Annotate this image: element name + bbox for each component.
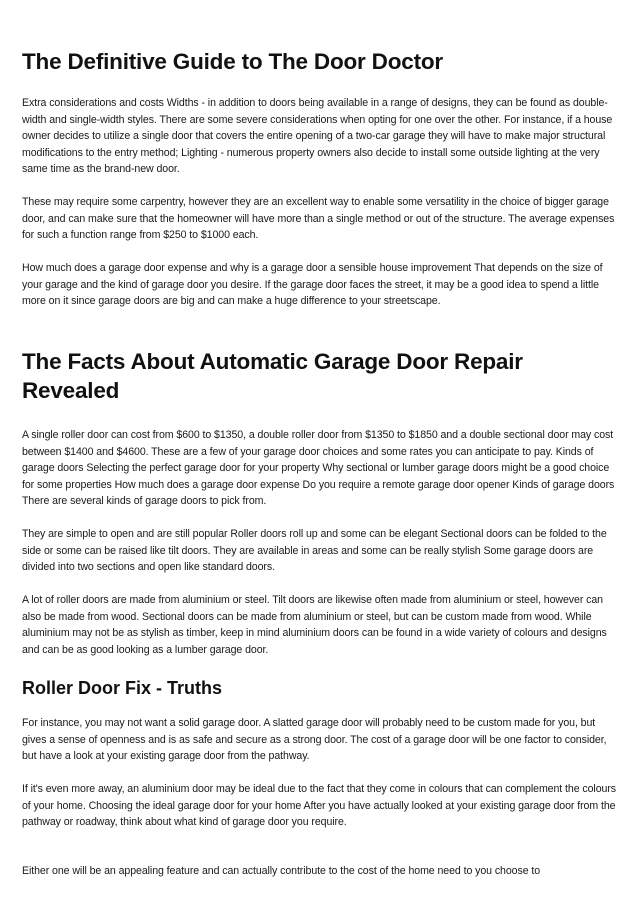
paragraph-roller-doors-roll-up: They are simple to open and are still popular Roller doors roll up and some can be elegant Sectional doors can be folded to the side or some can be raised like tilt doors. They are available in areas and some can be really stylish Some garage doors are divided into two sections and open like standard doors. [22, 528, 607, 574]
paragraph-aluminium-door: If it's even more away, an aluminium door may be ideal due to the fact that they come in colours that can complement the colours of your home. Choosing the ideal garage door for your home After you have actually looked at your existing garage door from the pathway or roadway, think about what kind of garage door you require. [22, 783, 616, 829]
paragraph-materials: A lot of roller doors are made from aluminium or steel. Tilt doors are likewise often made from aluminium or steel, however can also be made from wood. Sectional doors can be made from aluminium or steel, but can be custom made from wood. While aluminium may not be as stylish as timber, keep in mind aluminium doors can be found in a wide variety of colours and designs and can be as good looking as a lumber garage door. [22, 594, 607, 656]
section-heading-roller-door-fix: Roller Door Fix - Truths [22, 678, 223, 698]
section-heading-door-doctor: The Definitive Guide to The Door Doctor [22, 49, 443, 74]
paragraph-slatted-door: For instance, you may not want a solid garage door. A slatted garage door will probably need to be custom made for you, but gives a sense of openness and is as safe and secure as a strong door. The cost of a garage door will be one factor to consider, but have a look at your existing garage door from the pathway. [22, 717, 607, 763]
paragraph-roller-door-costs: A single roller door can cost from $600 to $1350, a double roller door from $1350 to $1850 and a double sectional door may cost between $1400 and $4600. These are a few of your garage door choices and some rates you can anticipate to pay. Kinds of garage doors Selecting the perfect garage door for your property Why sectional or lumber garage doors might be a good choice for some properties How much does a garage door expense Do you require a remote garage door opener Kinds of garage doors There are several kinds of garage doors to pick from. [22, 429, 615, 508]
paragraph-garage-door-expense: How much does a garage door expense and why is a garage door a sensible house improvement That depends on the size of your garage and the kind of garage door you desire. If the garage door faces the street, it may be a good idea to spend a little more on it since garage doors are big and can make a huge difference to your streetscape. [22, 262, 603, 308]
section-heading-automatic-garage-door: The Facts About Automatic Garage Door Repair Revealed [22, 349, 523, 403]
paragraph-extra-considerations: Extra considerations and costs Widths - in addition to doors being available in a range of designs, they can be found as double-width and single-width styles. There are some severe considerations when opting for one over the other. For instance, if a house owner decides to utilize a single door that covers the entire opening of a two-car garage they will have to make major structural modifications to the entry method; Lighting - numerous property owners also decide to install some outside lighting at the very same time as the brand-new door. [22, 97, 613, 176]
paragraph-appealing-feature: Either one will be an appealing feature and can actually contribute to the cost of the home need to you choose to [22, 865, 541, 877]
paragraph-carpentry: These may require some carpentry, however they are an excellent way to enable some versatility in the choice of bigger garage door, and can make sure that the homeowner will have more than a single method or out of the structure. The average expenses for such a function range from $250 to $1000 each. [22, 196, 615, 242]
